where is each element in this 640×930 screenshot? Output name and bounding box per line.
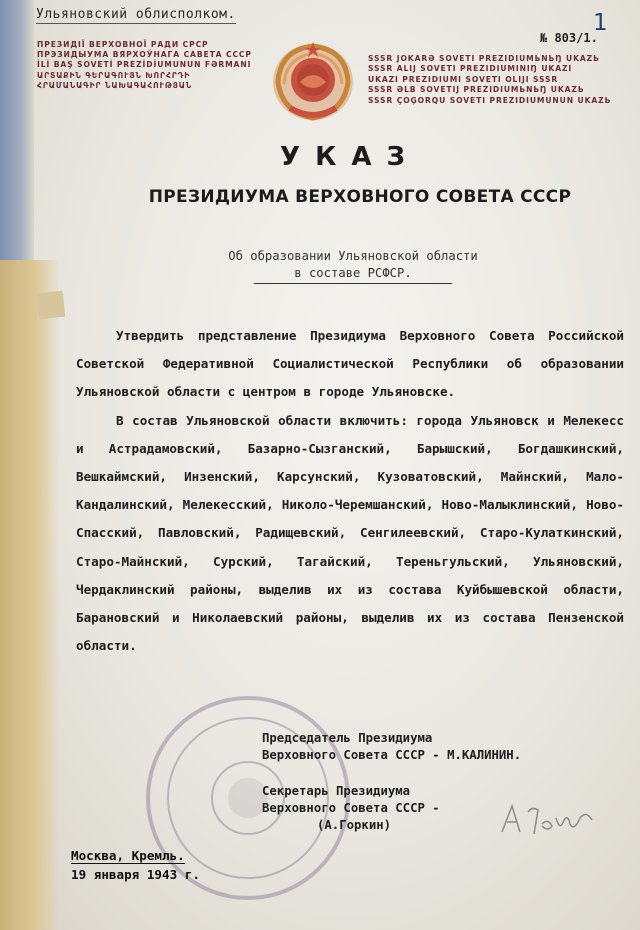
subject-line-1: Об образовании Ульяновской области [228,249,478,263]
paper-tab [37,291,66,320]
page-number: 1 [593,10,608,36]
header-left-block [37,40,262,91]
header-left-line: ԱՐՏԱՔԻՆ ԳԵՐԱԳՈՒՅՆ ԽՈՐՀՐԴԻ [37,70,191,80]
body-paragraph-1: Утвердить представление Президиума Верховного Совета Российской Советской Федеративной Социалистической Республики об образовании Ульяновской области с центром в городе Ульяновске. [76,328,624,400]
document-number: № 803/1. [540,31,598,45]
secretary-council: Верховного Совета СССР - [262,801,440,815]
date: 19 января 1943 г. [71,867,200,882]
handwritten-signature-icon [498,798,596,842]
header-left-line: ПРЕЗИДІЇ ВЕРХОВНОЇ РАДИ СРСР [37,40,209,49]
header-left-line: ПРЭЗИДЫУМА ВЯРХОЎНАГА САВЕТА СССР [37,50,252,60]
body-paragraph-2: В состав Ульяновской области включить: города Ульяновск и Мелекесс и Астрадамовский, Базарно-Сызганский, Барышский, Богдашкинский, Вешкаймский, Инзенский, Карсунский, Кузоватовский, Майнский, Мало-Кандалинский, Мелекесский, Николо-Черемшанский, Ново-Малыклинский, Ново-Спасский, Павловский, Радищевский, Сенгилеевский, Старо-Кулаткинский, Старо-Майнский, Сурский, Тагайский, Тереньгульский, Ульяновский, Чердаклинский районы, выделив их из состава Куйбышевской области, Барановский и Николаевский районы, выделив их из состава Пензенской области. [76,412,624,654]
header-left-line: ՀՐԱՄԱՆԱԳԻՐ ՆԱԽԱԳԱՀՈՒԹՅԱՆ [37,80,193,90]
signature-block [262,730,521,834]
place: Москва, Кремль. [71,848,185,863]
chair-title: Председатель Президиума [262,731,433,745]
header-right-line: SSSR ÇOĢORQU SOVETI PREZIDIUMUNUN UKAZЬ [368,95,612,105]
decree-subject [198,248,508,284]
header-right-line: SSSR ALIJ SOVETI PREZIDIUMINIŊ UKAZI [368,64,573,74]
header-right-block [368,54,612,106]
secretary-name: (А.Горкин) [317,818,392,832]
org-title: Ульяновский облисполком. [36,7,236,22]
secretary-title: Секретарь Президиума [262,784,411,798]
subject-line-2: в составе РСФСР. [254,265,451,284]
header-left-line: İLİ BAŞ SOVETİ PREZİDİUMUNUN FƏRMANI [37,60,252,70]
decree-body [76,322,624,660]
decree-subtitle: ПРЕЗИДИУМА ВЕРХОВНОГО СОВЕТА СССР [148,187,572,207]
ussr-emblem-icon [270,38,356,124]
chair-name: Верховного Совета СССР - М.КАЛИНИН. [262,748,522,762]
header-right-line: SSSR JOKARƏ SOVETI PREZIDIUMЬNЬŊ UKAZЬ [368,54,600,63]
decree-title: УКАЗ [280,142,420,172]
header-right-line: SSSR ƏLB SOVETIJ PREZIDIUMЬNЬŊ UKAZЬ [368,85,585,95]
header-right-line: UKAZI PREZIDIUMI SOVETI OLIJI SSSR [368,74,559,84]
binding-band [0,260,60,930]
place-date-block [71,846,200,884]
